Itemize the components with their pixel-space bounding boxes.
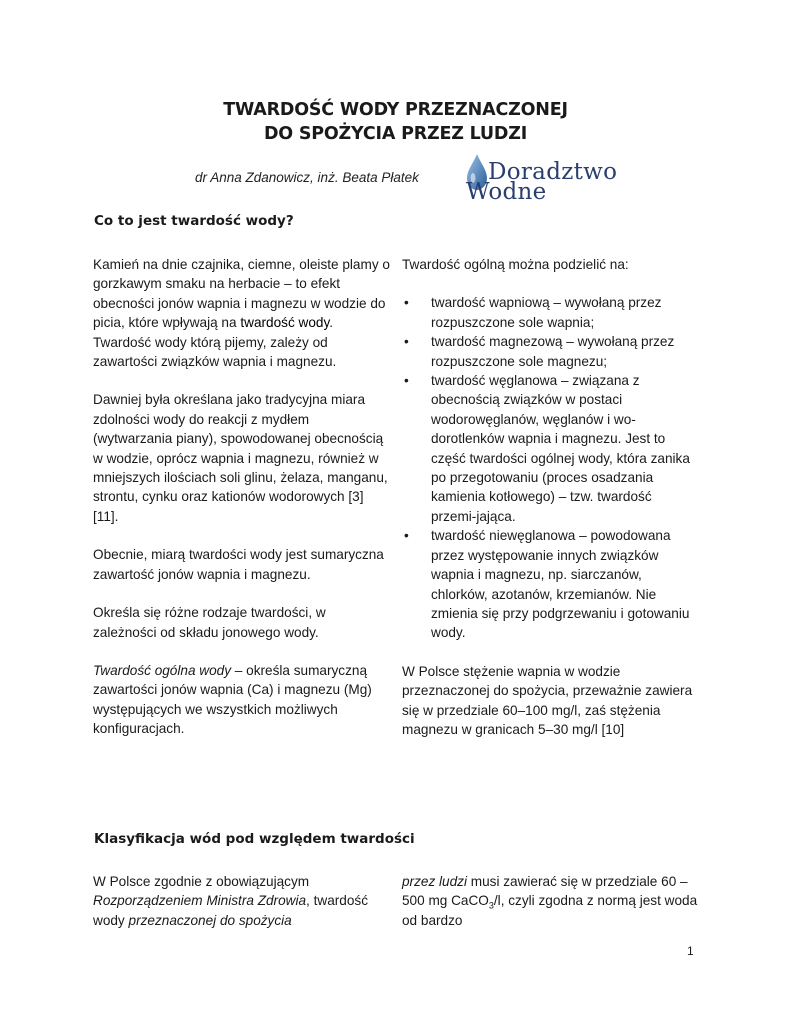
list-item: • twardość magnezową – wywołaną przez rozpuszczone sole magnezu; <box>404 334 675 369</box>
paragraph: W Polsce zgodnie z obowiązującym Rozporządzeniem Ministra Zdrowia, twardość wody przeznaczonej do spożycia <box>93 874 368 928</box>
left-column <box>93 255 391 739</box>
right-column-section-2 <box>402 872 700 930</box>
hardness-types-list <box>402 293 700 642</box>
paragraph: Kamień na dnie czajnika, ciemne, oleiste plamy o gorzkawym smaku na herbacie – to efekt obecności jonów wapnia i magnezu w wodzie do picia, które wpływają na twardość wody. Twardość wody którą pijemy, zależy od zawartości związków wapnia i magnezu. <box>93 257 390 370</box>
logo-text-line-2: Wodne <box>466 179 547 205</box>
section-heading-hardness: Co to jest twardość wody? <box>94 213 294 229</box>
paragraph: W Polsce stężenie wapnia w wodzie przeznaczonej do spożycia, przeważnie zawiera się w przedziale 60–100 mg/l, zaś stężenia magnezu w granicach 5–30 mg/l [10] <box>402 663 693 737</box>
paragraph: przez ludzi musi zawierać się w przedziale 60 – 500 mg CaCO$_3$/l, czyli zgodna z normą jest woda od bardzo <box>402 874 698 928</box>
logo <box>462 152 618 208</box>
page-number: 1 <box>687 944 694 958</box>
paragraph: Obecnie, miarą twardości wody jest sumaryczna zawartość jonów wapnia i magnezu. <box>93 547 384 582</box>
left-column-section-2 <box>93 872 391 930</box>
list-item: • twardość wapniową – wywołaną przez rozpuszczone sole wapnia; <box>404 295 662 330</box>
section-heading-classification: Klasyfikacja wód pod względem twardości <box>94 831 415 847</box>
authors: dr Anna Zdanowicz, inż. Beata Płatek <box>195 170 419 185</box>
paragraph: Dawniej była określana jako tradycyjna miara zdolności wody do reakcji z mydłem (wytwarzania piany), spowodowanej obecnością w wodzie, oprócz wapnia i magnezu, również w mniejszych ilościach soli glinu, żelaza, manganu, strontu, cynku oraz kationów wodorowych [3] [11]. <box>93 392 388 524</box>
title-line-1: TWARDOŚĆ WODY PRZEZNACZONEJ <box>223 100 568 120</box>
list-item: • twardość niewęglanowa – powodowana przez występowanie innych związków wapnia i magnezu, np. siarczanów, chlorków, azotanów, krzemianów. Nie zmienia się przy podgrzewaniu i gotowaniu wody. <box>404 528 690 641</box>
list-intro: Twardość ogólną można podzielić na: <box>402 257 629 272</box>
paragraph: Określa się różne rodzaje twardości, w zależności od składu jonowego wody. <box>93 605 326 640</box>
list-item: • twardość węglanowa – związana z obecnością związków w postaci wodorowęglanów, węglanów i wo-dorotlenków wapnia i magnezu. Jest to część twardości ogólnej wody, która zanika po przegotowaniu (proces osadzania kamienia kotłowego) – tzw. twardość przemi-jająca. <box>404 373 690 524</box>
logo-text-line-1: Doradztwo <box>488 159 618 185</box>
paragraph: Twardość ogólna wody – określa sumaryczną zawartości jonów wapnia (Ca) i magnezu (Mg) występujących we wszystkich możliwych konfiguracjach. <box>93 662 372 737</box>
title-line-2: DO SPOŻYCIA PRZEZ LUDZI <box>263 124 528 144</box>
page-title <box>0 98 791 146</box>
right-column <box>402 255 700 739</box>
